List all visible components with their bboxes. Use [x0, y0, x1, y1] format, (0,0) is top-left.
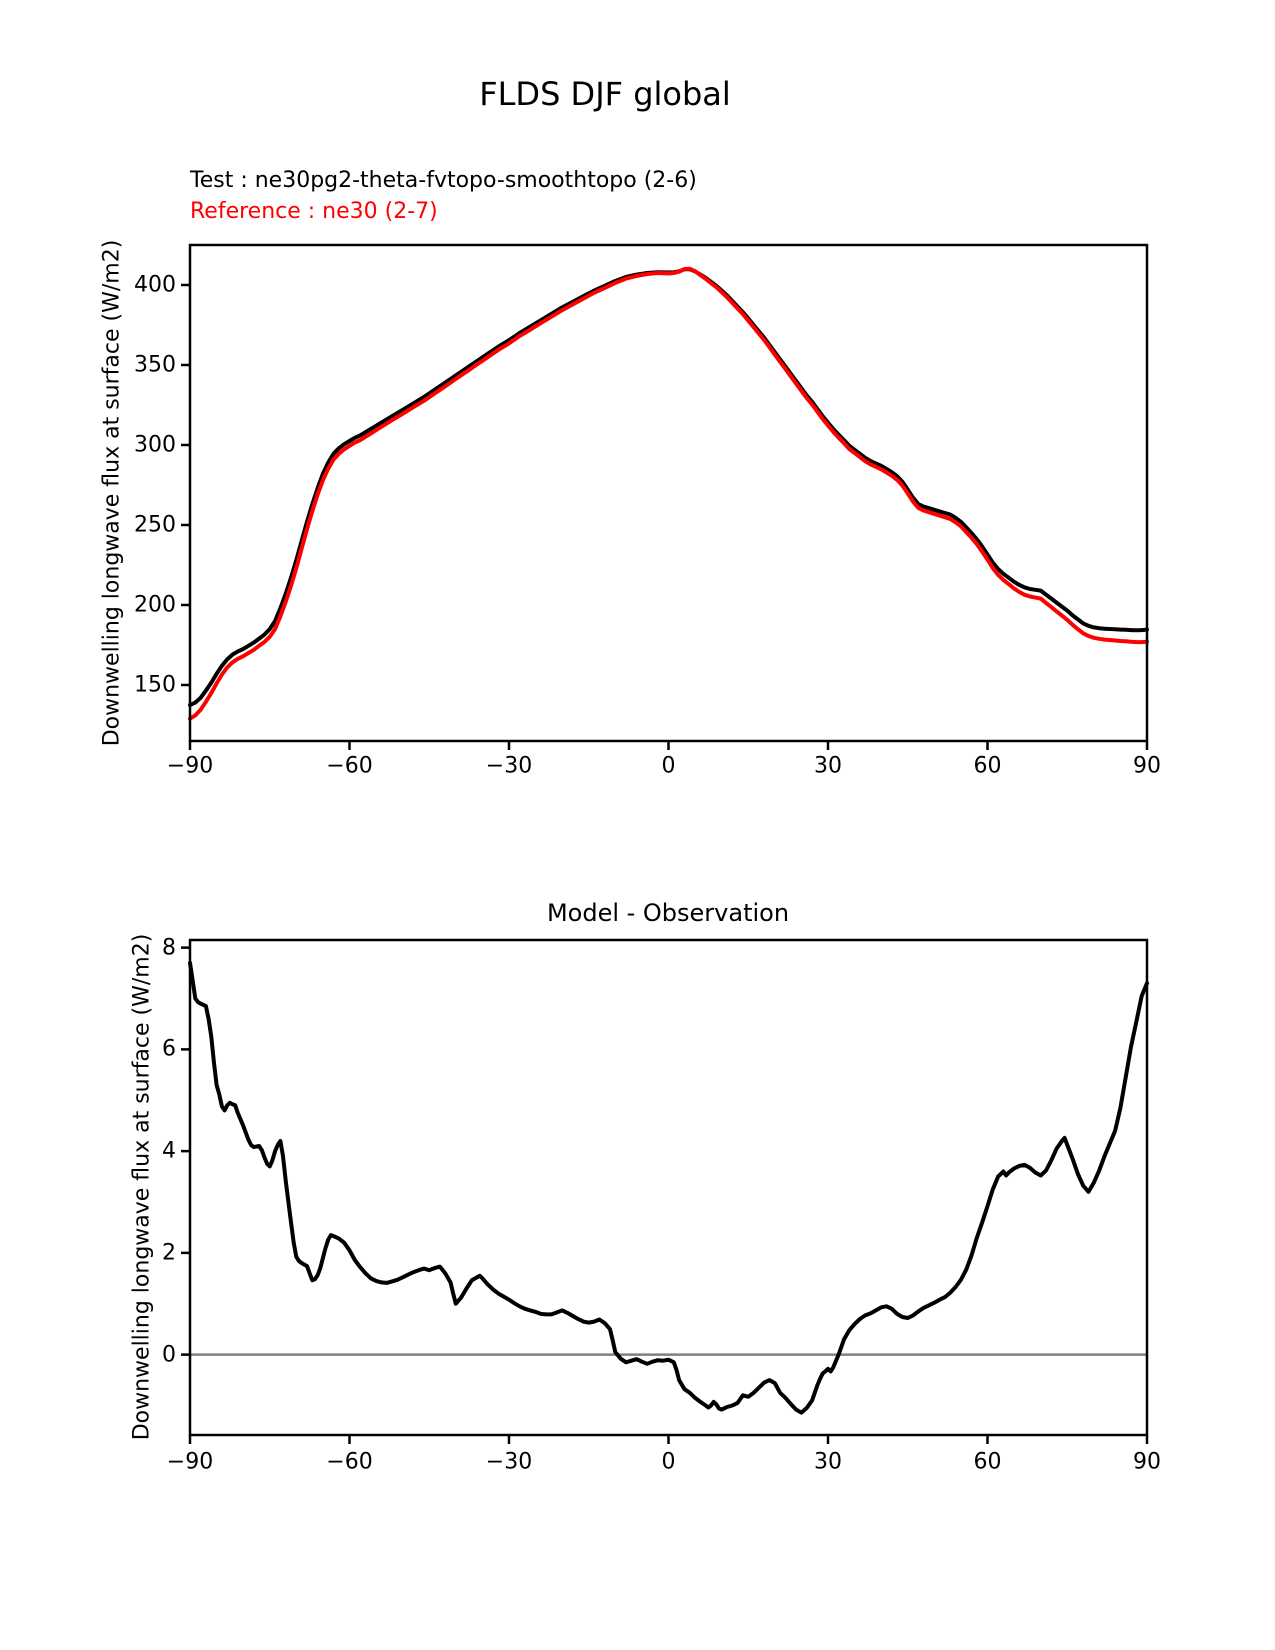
top-chart-axes-spines — [190, 245, 1147, 741]
bottom-chart-x-tick-label: 60 — [973, 1449, 1002, 1475]
top-chart-y-tick-label: 300 — [134, 432, 176, 458]
top-chart-x-tick-label: −30 — [485, 753, 533, 779]
top-chart-x-tick-label: 0 — [661, 753, 676, 779]
figure-title: FLDS DJF global — [479, 75, 731, 113]
bottom-chart-x-tick-label: 0 — [661, 1449, 676, 1475]
top-chart-y-tick-label: 400 — [134, 272, 176, 298]
bottom-chart-y-tick-label: 8 — [162, 935, 176, 961]
top-chart-y-tick-label: 350 — [134, 352, 176, 378]
top-chart-x-tick-label: 30 — [814, 753, 842, 779]
top-chart-series-line-0 — [190, 269, 1147, 705]
bottom-chart-x-tick-label: −60 — [326, 1449, 373, 1475]
top-chart-series-line-1 — [190, 269, 1147, 719]
test-series-label: Test : ne30pg2-theta-fvtopo-smoothtopo (2-6) — [190, 168, 697, 193]
bottom-chart-y-axis-label: Downwelling longwave flux at surface (W/m2) — [129, 933, 155, 1441]
top-chart-y-tick-label: 150 — [134, 672, 176, 698]
bottom-chart-y-tick-label: 6 — [162, 1036, 176, 1062]
reference-series-label: Reference : ne30 (2-7) — [190, 199, 438, 224]
bottom-chart-series-line-0 — [190, 963, 1147, 1413]
bottom-chart-x-tick-label: −30 — [485, 1449, 533, 1475]
top-chart-y-tick-label: 200 — [134, 592, 176, 618]
bottom-chart-y-tick-label: 4 — [162, 1138, 176, 1164]
bottom-chart-x-tick-label: 30 — [814, 1449, 842, 1475]
top-chart-y-tick-label: 250 — [134, 512, 176, 538]
top-chart-x-tick-label: 60 — [973, 753, 1002, 779]
bottom-chart-title: Model - Observation — [546, 899, 790, 927]
top-chart-x-tick-label: −90 — [166, 753, 214, 779]
bottom-chart-x-tick-label: 90 — [1133, 1449, 1161, 1475]
bottom-chart-y-tick-label: 2 — [162, 1240, 176, 1266]
bottom-chart-x-tick-label: −90 — [166, 1449, 214, 1475]
top-chart-x-tick-label: 90 — [1133, 753, 1161, 779]
top-chart-y-axis-label: Downwelling longwave flux at surface (W/m2) — [99, 239, 125, 747]
bottom-chart-y-tick-label: 0 — [162, 1342, 176, 1368]
top-chart-x-tick-label: −60 — [326, 753, 373, 779]
